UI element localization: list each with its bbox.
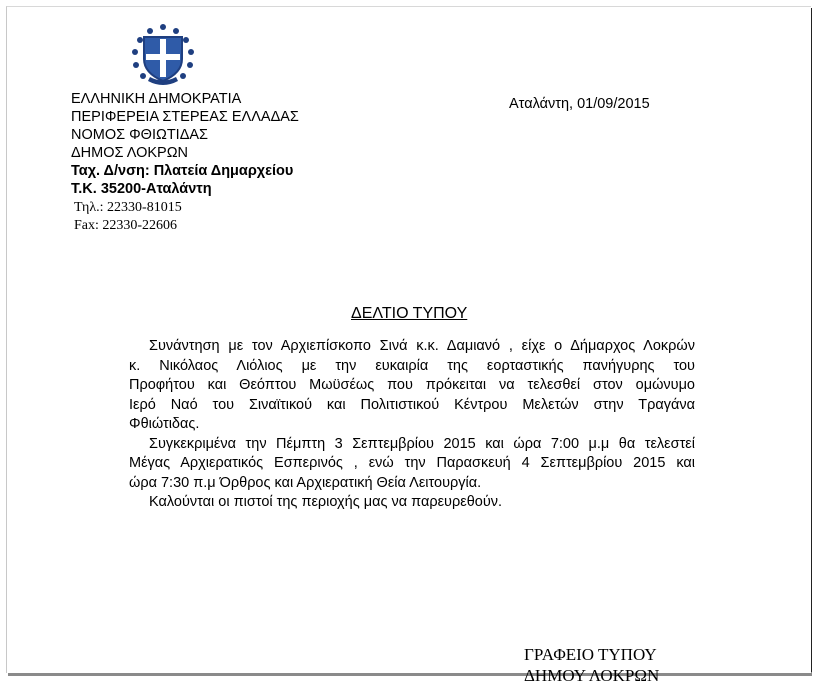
header-postal-code: Τ.Κ. 35200-Αταλάντη	[71, 181, 212, 197]
greek-emblem-icon	[130, 23, 196, 89]
body-line: κ. Νικόλαος Λιόλιος με την ευκαιρία της εορταστικής πανήγυρης του	[129, 357, 695, 374]
body-line: Συγκεκριμένα την Πέμπτη 3 Σεπτεμβρίου 2015 και ώρα 7:00 μ.μ θα τελεστεί	[149, 435, 695, 452]
body-line: Προφήτου και Θεόπτου Μωϋσέως που πρόκειται να τελεσθεί στον ομώνυμο	[129, 377, 695, 393]
document-title: ΔΕΛΤΙΟ ΤΥΠΟΥ	[351, 305, 468, 322]
header-fax: Fax: 22330-22606	[74, 218, 178, 233]
header-municipality: ΔΗΜΟΣ ΛΟΚΡΩΝ	[71, 145, 189, 161]
body-line: Ιερό Ναό του Σιναϊτικού και Πολιτιστικού Κέντρου Μελετών στην Τραγάνα	[129, 396, 695, 413]
signature-office: ΓΡΑΦΕΙΟ ΤΥΠΟΥ	[524, 645, 657, 664]
header-phone: Τηλ.: 22330-81015	[74, 200, 182, 215]
body-line: Καλούνται οι πιστοί της περιοχής μας να παρευρεθούν.	[149, 494, 503, 510]
body-line: Συνάντηση με τον Αρχιεπίσκοπο Σινά κ.κ. Δαμιανό , είχε ο Δήμαρχος Λοκρών	[149, 338, 695, 354]
press-release-body	[129, 337, 695, 513]
header-address: Ταχ. Δ/νση: Πλατεία Δημαρχείου	[71, 163, 294, 179]
body-line: ώρα 7:30 π.μ Όρθρος και Αρχιερατική Θεία Λειτουργία.	[129, 474, 482, 491]
document-page	[6, 6, 811, 685]
signature-municipality: ΔΗΜΟΥ ΛΟΚΡΩΝ	[524, 666, 660, 685]
date-line: Αταλάντη, 01/09/2015	[509, 96, 650, 112]
header-region: ΠΕΡΙΦΕΡΕΙΑ ΣΤΕΡΕΑΣ ΕΛΛΑΔΑΣ	[71, 109, 299, 125]
body-line: Φθιώτιδας.	[129, 416, 200, 432]
header-prefecture: ΝΟΜΟΣ ΦΘΙΩΤΙΔΑΣ	[71, 127, 209, 143]
header-country: ΕΛΛΗΝΙΚΗ ΔΗΜΟΚΡΑΤΙΑ	[71, 91, 242, 107]
body-line: Μέγας Αρχιερατικός Εσπερινός , ενώ την Παρασκευή 4 Σεπτεμβρίου 2015 και	[129, 455, 695, 471]
